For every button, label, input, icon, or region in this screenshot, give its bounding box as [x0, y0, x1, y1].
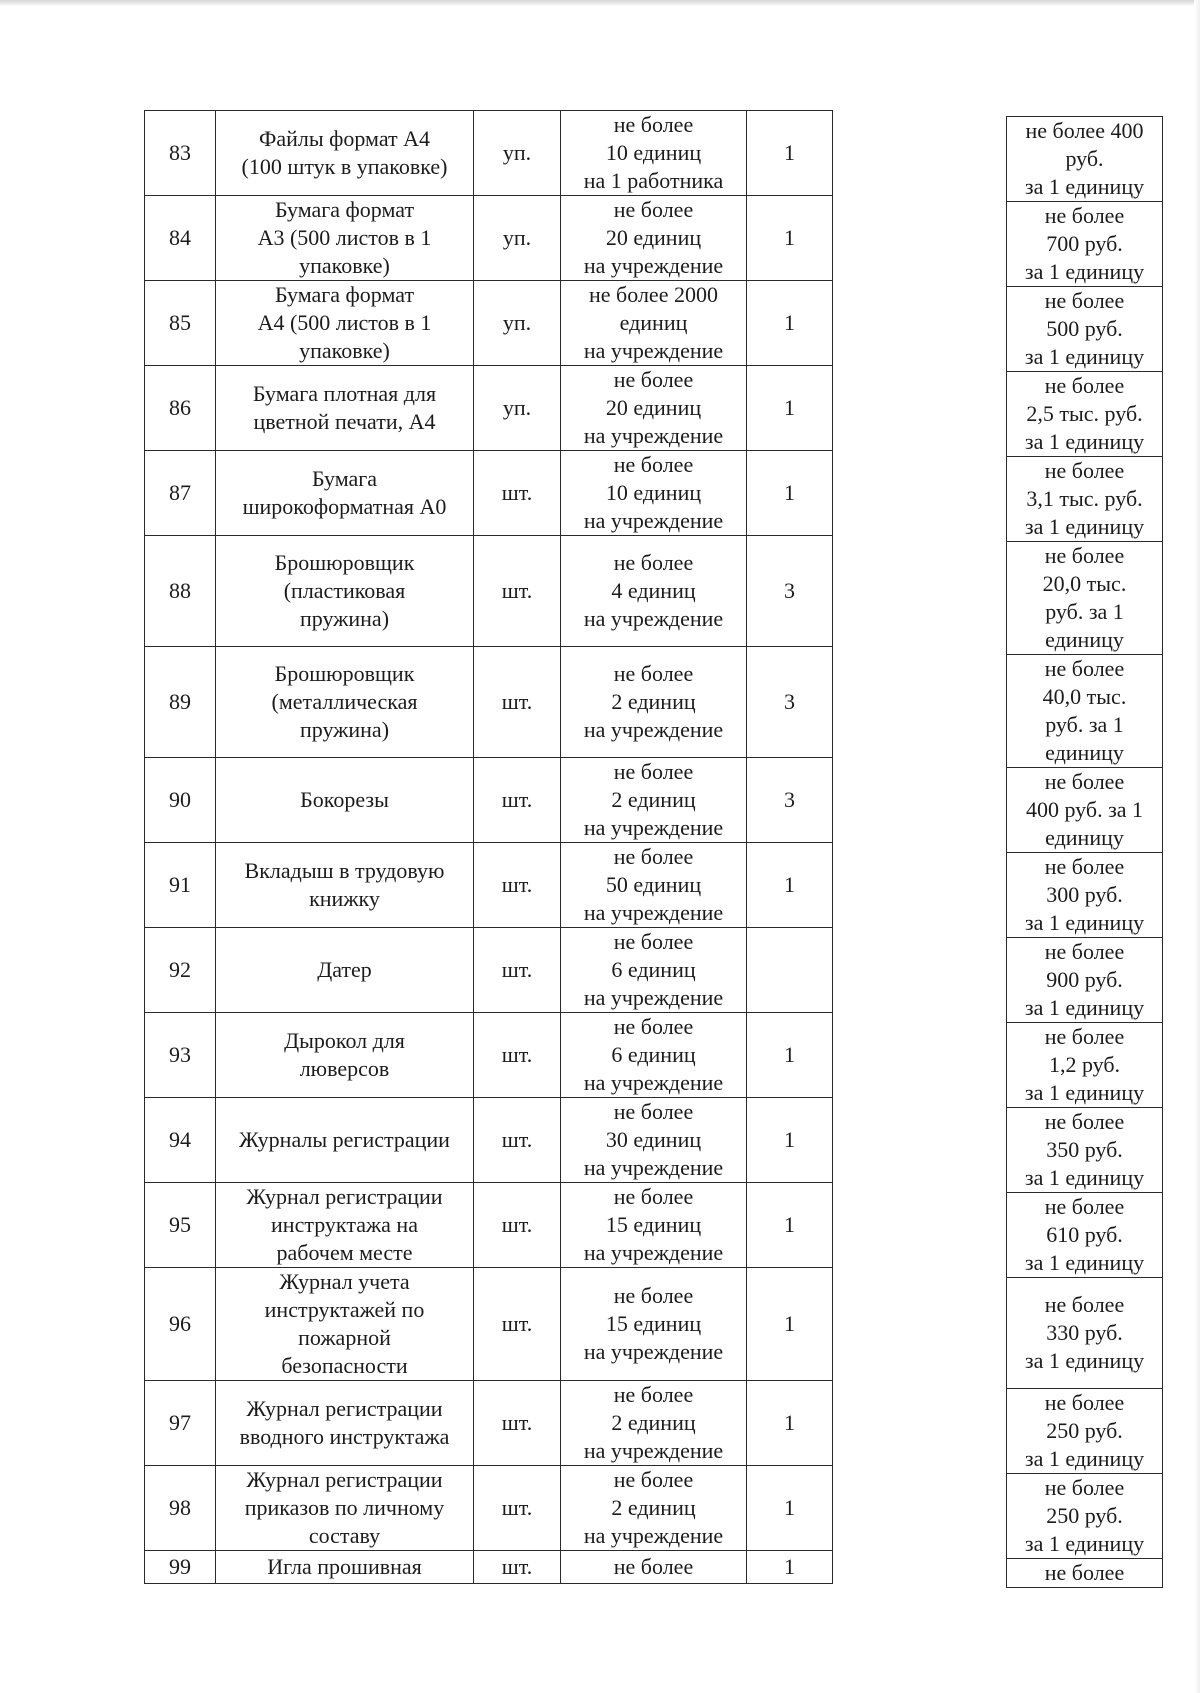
item-number-cell — [145, 1268, 216, 1381]
item-group-cell — [747, 281, 833, 366]
item-number-cell — [145, 1013, 216, 1098]
item-group-text: 3 — [784, 578, 795, 603]
item-unit-cell — [474, 843, 561, 928]
item-price-cell — [1007, 542, 1163, 655]
item-quantity-limit-text: не более 4 единиц на учреждение — [583, 550, 724, 631]
item-quantity-limit-cell — [561, 647, 747, 758]
item-price-text: не более 400 руб. за 1 единицу — [1024, 118, 1145, 199]
item-unit-cell — [474, 1013, 561, 1098]
item-group-text: 1 — [784, 140, 795, 165]
item-price-text: не более 250 руб. за 1 единицу — [1024, 1475, 1145, 1556]
item-unit-text: шт. — [501, 787, 533, 812]
item-price-cell — [1007, 1559, 1163, 1588]
price-table-body — [1007, 117, 1163, 1588]
item-name-text: Файлы формат А4 (100 штук в упаковке) — [241, 126, 448, 179]
item-number-text: 98 — [169, 1495, 191, 1520]
item-quantity-limit-text: не более 2 единиц на учреждение — [583, 1382, 724, 1463]
item-group-text: 1 — [784, 1495, 795, 1520]
item-name-cell — [216, 111, 474, 196]
item-price-text: не более 1,2 руб. за 1 единицу — [1024, 1024, 1145, 1105]
item-group-cell — [747, 1268, 833, 1381]
price-row — [1007, 1023, 1163, 1108]
item-quantity-limit-text: не более 2 единиц на учреждение — [583, 1467, 724, 1548]
item-number-cell — [145, 196, 216, 281]
item-unit-cell — [474, 451, 561, 536]
table-row — [145, 281, 833, 366]
item-group-text: 1 — [784, 225, 795, 250]
item-group-cell — [747, 647, 833, 758]
item-unit-cell — [474, 536, 561, 647]
item-number-cell — [145, 928, 216, 1013]
item-unit-text: уп. — [502, 140, 532, 165]
item-price-text: не более 3,1 тыс. руб. за 1 единицу — [1024, 458, 1145, 539]
item-number-text: 90 — [169, 787, 191, 812]
item-unit-cell — [474, 196, 561, 281]
item-number-cell — [145, 1466, 216, 1551]
item-group-text: 1 — [784, 480, 795, 505]
item-quantity-limit-cell — [561, 366, 747, 451]
item-number-cell — [145, 1183, 216, 1268]
table-row — [145, 1183, 833, 1268]
item-name-text: Бумага формат А4 (500 листов в 1 упаковке) — [257, 282, 432, 363]
item-price-cell — [1007, 1474, 1163, 1559]
item-unit-text: шт. — [501, 1042, 533, 1067]
item-group-text: 3 — [784, 787, 795, 812]
item-quantity-limit-cell — [561, 451, 747, 536]
item-price-text: не более 350 руб. за 1 единицу — [1024, 1109, 1145, 1190]
item-price-text: не более 900 руб. за 1 единицу — [1024, 939, 1145, 1020]
price-row — [1007, 853, 1163, 938]
item-number-cell — [145, 758, 216, 843]
item-group-cell — [747, 843, 833, 928]
item-quantity-limit-text: не более 20 единиц на учреждение — [583, 367, 724, 448]
item-unit-text: шт. — [501, 1554, 533, 1579]
item-group-cell — [747, 1466, 833, 1551]
item-price-cell — [1007, 938, 1163, 1023]
item-name-text: Журнал регистрации приказов по личному составу — [244, 1467, 445, 1548]
item-unit-text: шт. — [501, 578, 533, 603]
item-quantity-limit-cell — [561, 536, 747, 647]
item-price-cell — [1007, 1108, 1163, 1193]
item-name-cell — [216, 536, 474, 647]
item-price-cell — [1007, 372, 1163, 457]
item-number-text: 84 — [169, 225, 191, 250]
item-price-text: не более 300 руб. за 1 единицу — [1024, 854, 1145, 935]
item-name-text: Журнал регистрации инструктажа на рабочем месте — [246, 1184, 443, 1265]
item-number-cell — [145, 1098, 216, 1183]
price-row — [1007, 542, 1163, 655]
item-number-text: 83 — [169, 140, 191, 165]
item-quantity-limit-text: не более 10 единиц на 1 работника — [583, 112, 724, 193]
price-row — [1007, 117, 1163, 202]
item-group-text: 1 — [784, 1042, 795, 1067]
table-row — [145, 1268, 833, 1381]
price-row — [1007, 1559, 1163, 1588]
item-name-cell — [216, 928, 474, 1013]
table-row — [145, 843, 833, 928]
item-group-cell — [747, 928, 833, 1013]
item-number-text: 94 — [169, 1127, 191, 1152]
item-unit-cell — [474, 1466, 561, 1551]
item-name-cell — [216, 1183, 474, 1268]
item-group-cell — [747, 1098, 833, 1183]
item-unit-cell — [474, 1183, 561, 1268]
item-number-text: 93 — [169, 1042, 191, 1067]
item-name-cell — [216, 1098, 474, 1183]
item-quantity-limit-text: не более 15 единиц на учреждение — [583, 1184, 724, 1265]
table-row — [145, 1551, 833, 1584]
price-row — [1007, 1389, 1163, 1474]
item-group-cell — [747, 111, 833, 196]
item-unit-text: шт. — [501, 1495, 533, 1520]
item-number-cell — [145, 536, 216, 647]
item-quantity-limit-cell — [561, 1098, 747, 1183]
item-number-text: 91 — [169, 872, 191, 897]
item-name-text: Бумага широкоформатная А0 — [242, 466, 447, 519]
item-number-text: 87 — [169, 480, 191, 505]
item-price-text: не более 500 руб. за 1 единицу — [1024, 288, 1145, 369]
item-quantity-limit-text: не более 6 единиц на учреждение — [583, 1014, 724, 1095]
item-unit-cell — [474, 1098, 561, 1183]
item-name-cell — [216, 451, 474, 536]
price-row — [1007, 938, 1163, 1023]
item-price-cell — [1007, 1023, 1163, 1108]
item-group-cell — [747, 366, 833, 451]
item-quantity-limit-text: не более 30 единиц на учреждение — [583, 1099, 724, 1180]
table-row — [145, 1098, 833, 1183]
item-price-cell — [1007, 1278, 1163, 1389]
item-price-text: не более 40,0 тыс. руб. за 1 единицу — [1042, 656, 1127, 765]
item-unit-text: шт. — [501, 957, 533, 982]
item-price-cell — [1007, 457, 1163, 542]
item-group-text: 1 — [784, 1127, 795, 1152]
item-name-cell — [216, 196, 474, 281]
item-price-cell — [1007, 1389, 1163, 1474]
item-price-text: не более — [1044, 1560, 1125, 1585]
item-unit-text: шт. — [501, 480, 533, 505]
item-unit-text: уп. — [502, 395, 532, 420]
item-group-cell — [747, 1551, 833, 1584]
item-name-cell — [216, 647, 474, 758]
item-group-text: 1 — [784, 395, 795, 420]
table-row — [145, 451, 833, 536]
item-unit-text: шт. — [501, 1212, 533, 1237]
item-price-cell — [1007, 655, 1163, 768]
norms-table — [144, 110, 833, 1584]
item-number-cell — [145, 1551, 216, 1584]
item-quantity-limit-cell — [561, 1551, 747, 1584]
item-group-text: 1 — [784, 1554, 795, 1579]
price-row — [1007, 372, 1163, 457]
item-unit-text: уп. — [502, 225, 532, 250]
item-unit-cell — [474, 758, 561, 843]
item-quantity-limit-text: не более 15 единиц на учреждение — [583, 1283, 724, 1364]
price-table — [1006, 116, 1163, 1588]
item-unit-cell — [474, 1268, 561, 1381]
table-row — [145, 758, 833, 843]
item-number-cell — [145, 281, 216, 366]
item-unit-text: уп. — [502, 310, 532, 335]
item-number-text: 99 — [169, 1554, 191, 1579]
table-row — [145, 1466, 833, 1551]
item-quantity-limit-cell — [561, 1183, 747, 1268]
item-number-cell — [145, 366, 216, 451]
item-number-text: 85 — [169, 310, 191, 335]
item-unit-text: шт. — [501, 689, 533, 714]
item-name-text: Бумага формат А3 (500 листов в 1 упаковке) — [257, 197, 432, 278]
item-group-text: 3 — [784, 689, 795, 714]
price-row — [1007, 1474, 1163, 1559]
item-price-cell — [1007, 202, 1163, 287]
item-quantity-limit-cell — [561, 928, 747, 1013]
item-quantity-limit-text: не более 2 единиц на учреждение — [583, 759, 724, 840]
item-number-text: 88 — [169, 578, 191, 603]
item-group-text: 1 — [784, 310, 795, 335]
item-unit-text: шт. — [501, 872, 533, 897]
price-row — [1007, 1108, 1163, 1193]
item-quantity-limit-cell — [561, 758, 747, 843]
item-number-text: 86 — [169, 395, 191, 420]
item-unit-cell — [474, 111, 561, 196]
item-price-text: не более 250 руб. за 1 единицу — [1024, 1390, 1145, 1471]
item-quantity-limit-text: не более 10 единиц на учреждение — [583, 452, 724, 533]
item-quantity-limit-cell — [561, 843, 747, 928]
item-quantity-limit-text: не более 20 единиц на учреждение — [583, 197, 724, 278]
item-number-cell — [145, 647, 216, 758]
item-group-text: 1 — [784, 1410, 795, 1435]
item-name-text: Бокорезы — [300, 787, 389, 812]
item-group-cell — [747, 1381, 833, 1466]
price-row — [1007, 457, 1163, 542]
item-quantity-limit-text: не более — [613, 1554, 694, 1579]
item-quantity-limit-text: не более 6 единиц на учреждение — [583, 929, 724, 1010]
item-number-cell — [145, 451, 216, 536]
item-group-cell — [747, 196, 833, 281]
table-row — [145, 111, 833, 196]
item-number-cell — [145, 1381, 216, 1466]
item-name-text: Журнал регистрации вводного инструктажа — [239, 1396, 450, 1449]
table-row — [145, 1381, 833, 1466]
item-unit-text: шт. — [501, 1311, 533, 1336]
table-row — [145, 536, 833, 647]
item-number-cell — [145, 111, 216, 196]
item-price-cell — [1007, 287, 1163, 372]
item-number-cell — [145, 843, 216, 928]
item-name-cell — [216, 1268, 474, 1381]
item-price-cell — [1007, 117, 1163, 202]
item-group-cell — [747, 1183, 833, 1268]
item-group-cell — [747, 1013, 833, 1098]
item-unit-cell — [474, 1551, 561, 1584]
item-name-text: Журналы регистрации — [239, 1127, 450, 1152]
item-unit-cell — [474, 281, 561, 366]
item-number-text: 92 — [169, 957, 191, 982]
item-unit-cell — [474, 1381, 561, 1466]
item-unit-cell — [474, 366, 561, 451]
item-name-text: Журнал учета инструктажей по пожарной безопасности — [264, 1269, 425, 1378]
item-group-text: 1 — [784, 1212, 795, 1237]
item-price-text: не более 20,0 тыс. руб. за 1 единицу — [1042, 543, 1127, 652]
item-quantity-limit-cell — [561, 1013, 747, 1098]
item-number-text: 89 — [169, 689, 191, 714]
scan-top-edge — [0, 0, 1200, 6]
item-name-text: Брошюровщик (металлическая пружина) — [271, 661, 418, 742]
item-name-text: Дырокол для люверсов — [284, 1028, 405, 1081]
price-row — [1007, 1193, 1163, 1278]
item-quantity-limit-text: не более 2000 единиц на учреждение — [583, 282, 724, 363]
item-price-text: не более 330 руб. за 1 единицу — [1024, 1292, 1145, 1373]
item-name-text: Бумага плотная для цветной печати, А4 — [252, 381, 437, 434]
table-row — [145, 928, 833, 1013]
item-unit-text: шт. — [501, 1127, 533, 1152]
item-price-text: не более 700 руб. за 1 единицу — [1024, 203, 1145, 284]
item-name-cell — [216, 1466, 474, 1551]
item-price-text: не более 2,5 тыс. руб. за 1 единицу — [1024, 373, 1145, 454]
item-quantity-limit-cell — [561, 1268, 747, 1381]
price-row — [1007, 287, 1163, 372]
item-quantity-limit-text: не более 2 единиц на учреждение — [583, 661, 724, 742]
item-quantity-limit-cell — [561, 281, 747, 366]
item-group-cell — [747, 451, 833, 536]
item-name-text: Вкладыш в трудовую книжку — [244, 858, 445, 911]
price-row — [1007, 1278, 1163, 1389]
item-price-cell — [1007, 768, 1163, 853]
item-name-cell — [216, 281, 474, 366]
item-quantity-limit-cell — [561, 1466, 747, 1551]
item-number-text: 95 — [169, 1212, 191, 1237]
item-name-cell — [216, 1381, 474, 1466]
item-name-cell — [216, 1551, 474, 1584]
table-row — [145, 647, 833, 758]
item-group-text: 1 — [784, 1311, 795, 1336]
item-name-cell — [216, 758, 474, 843]
item-unit-cell — [474, 928, 561, 1013]
item-quantity-limit-cell — [561, 111, 747, 196]
item-group-cell — [747, 536, 833, 647]
table-row — [145, 366, 833, 451]
item-unit-cell — [474, 647, 561, 758]
price-row — [1007, 655, 1163, 768]
item-price-cell — [1007, 853, 1163, 938]
item-name-cell — [216, 1013, 474, 1098]
norms-table-body — [145, 111, 833, 1584]
item-quantity-limit-text: не более 50 единиц на учреждение — [583, 844, 724, 925]
item-quantity-limit-cell — [561, 1381, 747, 1466]
item-name-text: Датер — [317, 957, 372, 982]
price-row — [1007, 202, 1163, 287]
item-name-cell — [216, 366, 474, 451]
item-unit-text: шт. — [501, 1410, 533, 1435]
item-group-cell — [747, 758, 833, 843]
table-row — [145, 1013, 833, 1098]
scan-right-edge — [1194, 0, 1200, 1693]
item-quantity-limit-cell — [561, 196, 747, 281]
item-price-text: не более 610 руб. за 1 единицу — [1024, 1194, 1145, 1275]
table-row — [145, 196, 833, 281]
item-name-cell — [216, 843, 474, 928]
item-number-text: 97 — [169, 1410, 191, 1435]
item-price-cell — [1007, 1193, 1163, 1278]
price-row — [1007, 768, 1163, 853]
item-name-text: Брошюровщик (пластиковая пружина) — [274, 550, 415, 631]
item-group-text: 1 — [784, 872, 795, 897]
item-number-text: 96 — [169, 1311, 191, 1336]
item-name-text: Игла прошивная — [267, 1554, 422, 1579]
item-price-text: не более 400 руб. за 1 единицу — [1025, 769, 1144, 850]
